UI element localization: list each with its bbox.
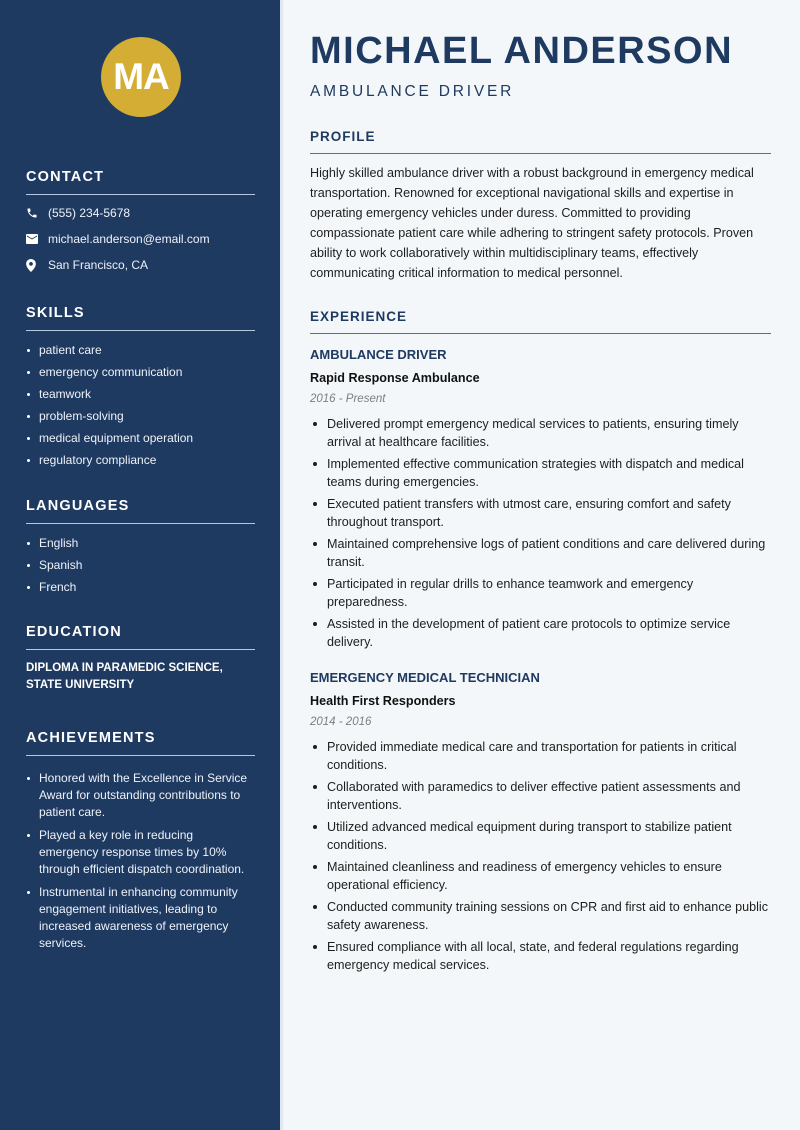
job-role: AMBULANCE DRIVER bbox=[310, 347, 447, 362]
job-bullet: Collaborated with paramedics to deliver effective patient assessments and interventions. bbox=[310, 778, 771, 814]
email-link[interactable]: michael.anderson@email.com bbox=[48, 232, 210, 246]
job-role: EMERGENCY MEDICAL TECHNICIAN bbox=[310, 670, 540, 685]
candidate-name: MICHAEL ANDERSON bbox=[310, 30, 734, 72]
divider bbox=[26, 649, 255, 650]
skill-item: regulatory compliance bbox=[26, 449, 255, 471]
achievement-item: Honored with the Excellence in Service Award for outstanding contributions to patient care. bbox=[26, 770, 255, 821]
sidebar bbox=[0, 0, 280, 1130]
divider bbox=[26, 330, 255, 331]
contact-heading: CONTACT bbox=[26, 169, 105, 185]
job-company: Health First Responders bbox=[310, 694, 456, 708]
experience-entry bbox=[310, 669, 771, 978]
divider bbox=[310, 333, 771, 334]
job-bullet: Provided immediate medical care and transportation for patients in critical conditions. bbox=[310, 738, 771, 774]
achievements-heading: ACHIEVEMENTS bbox=[26, 730, 156, 746]
divider bbox=[26, 194, 255, 195]
skills-list bbox=[26, 339, 255, 471]
language-item: English bbox=[26, 532, 255, 554]
divider bbox=[26, 755, 255, 756]
experience-section bbox=[310, 308, 771, 334]
languages-heading: LANGUAGES bbox=[26, 498, 130, 514]
job-bullet: Executed patient transfers with utmost care, ensuring comfort and safety throughout transport. bbox=[310, 495, 771, 531]
education-heading: EDUCATION bbox=[26, 624, 122, 640]
avatar bbox=[101, 37, 181, 117]
skill-item: teamwork bbox=[26, 383, 255, 405]
skill-item: problem-solving bbox=[26, 405, 255, 427]
divider bbox=[26, 523, 255, 524]
job-bullet: Ensured compliance with all local, state, and federal regulations regarding emergency medical services. bbox=[310, 938, 771, 974]
email-icon bbox=[26, 234, 48, 244]
location-text: San Francisco, CA bbox=[48, 258, 149, 272]
language-item: Spanish bbox=[26, 554, 255, 576]
achievements-section bbox=[26, 729, 255, 958]
job-dates: 2014 - 2016 bbox=[310, 716, 372, 728]
languages-section bbox=[26, 497, 255, 598]
contact-email bbox=[26, 226, 255, 252]
profile-section bbox=[310, 128, 771, 283]
languages-list bbox=[26, 532, 255, 598]
skill-item: patient care bbox=[26, 339, 255, 361]
sidebar-edge bbox=[280, 0, 283, 1130]
education-school: STATE UNIVERSITY bbox=[26, 679, 135, 691]
job-bullet: Utilized advanced medical equipment during transport to stabilize patient conditions. bbox=[310, 818, 771, 854]
location-pin-icon bbox=[26, 259, 48, 272]
job-bullet: Implemented effective communication strategies with dispatch and medical teams during emergencies. bbox=[310, 455, 771, 491]
job-bullet: Assisted in the development of patient care protocols to optimize service delivery. bbox=[310, 615, 771, 651]
profile-summary: Highly skilled ambulance driver with a robust background in emergency medical transportation. Renowned for exceptional navigational skills and expertise in operating emergency vehicles under duress. Committed to providing compassionate patient care while adhering to stringent safety protocols. Proven ability to work collaboratively within multidisciplinary teams, effectively communicating critical information to medical personnel. bbox=[310, 166, 754, 280]
education-degree: DIPLOMA IN PARAMEDIC SCIENCE, bbox=[26, 662, 223, 674]
skills-heading: SKILLS bbox=[26, 305, 85, 321]
language-item: French bbox=[26, 576, 255, 598]
phone-icon bbox=[26, 207, 48, 219]
achievement-item: Instrumental in enhancing community engagement initiatives, leading to increased awareness of emergency services. bbox=[26, 884, 255, 952]
job-company: Rapid Response Ambulance bbox=[310, 371, 480, 385]
contact-location bbox=[26, 252, 255, 278]
candidate-title: AMBULANCE DRIVER bbox=[310, 83, 515, 100]
job-bullet: Delivered prompt emergency medical services to patients, ensuring timely arrival at healthcare facilities. bbox=[310, 415, 771, 451]
job-bullet: Maintained comprehensive logs of patient conditions and care delivered during transit. bbox=[310, 535, 771, 571]
avatar-initials: MA bbox=[113, 56, 169, 97]
education-section bbox=[26, 623, 255, 694]
job-bullet: Participated in regular drills to enhance teamwork and emergency preparedness. bbox=[310, 575, 771, 611]
job-bullets bbox=[310, 738, 771, 974]
job-bullet: Conducted community training sessions on CPR and first aid to enhance public safety awareness. bbox=[310, 898, 771, 934]
achievements-list bbox=[26, 770, 255, 952]
experience-entry bbox=[310, 346, 771, 655]
experience-heading: EXPERIENCE bbox=[310, 309, 408, 324]
job-dates: 2016 - Present bbox=[310, 393, 386, 405]
divider bbox=[310, 153, 771, 154]
phone-link[interactable]: (555) 234-5678 bbox=[48, 206, 131, 220]
skill-item: medical equipment operation bbox=[26, 427, 255, 449]
skills-section bbox=[26, 304, 255, 471]
achievement-item: Played a key role in reducing emergency response times by 10% through efficient dispatch coordination. bbox=[26, 827, 255, 878]
job-bullets bbox=[310, 415, 771, 651]
profile-heading: PROFILE bbox=[310, 129, 376, 144]
contact-section bbox=[26, 168, 255, 278]
contact-phone bbox=[26, 200, 255, 226]
skill-item: emergency communication bbox=[26, 361, 255, 383]
job-bullet: Maintained cleanliness and readiness of emergency vehicles to ensure operational efficiency. bbox=[310, 858, 771, 894]
